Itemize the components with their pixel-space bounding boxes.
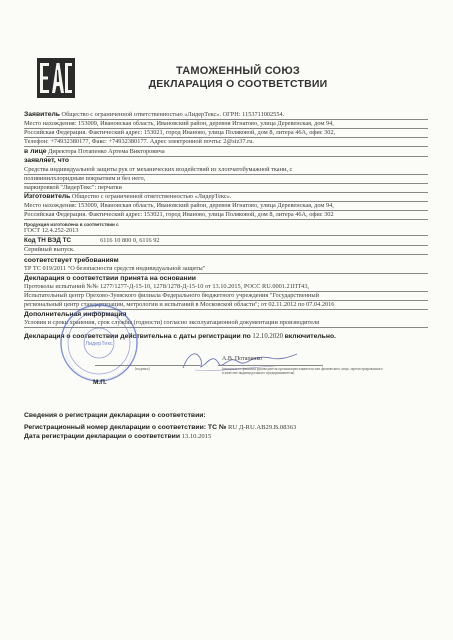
standard-value: ГОСТ 12.4.252-2013 <box>24 227 79 234</box>
basis-label-line <box>24 275 196 282</box>
product-line-3: маркировкой "ЛидерТекс": перчатки <box>24 184 122 191</box>
batch-line: Серийный выпуск. <box>24 246 75 253</box>
manufacturer-line-2: Место нахождения: 153009, Ивановская область, Ивановский район, деревня Игнатово, улица Деревенская, дом 94, <box>24 202 334 209</box>
manufacturer-line-1 <box>24 193 231 200</box>
applicant-line-4: Телефон: +74932380177, Факс: +74932380177. Адрес электронной почты: 2@siz37.ru. <box>24 138 254 145</box>
signer-caption-2: в качестве индивидуального предпринимателя) <box>222 371 295 375</box>
eac-logo <box>37 58 75 98</box>
person-value: Директора Потапенко Артема Викторовича <box>48 148 165 155</box>
product-line-1: Средства индивидуальной защиты рук от механических воздействий из хлопчатобумажной ткани, с <box>24 166 293 173</box>
applicant-line-1 <box>24 111 284 118</box>
product-line-2: поливинилхлоридным покрытием и без него, <box>24 175 146 182</box>
manufacturer-name: Общество с ограниченной ответственностью «ЛидерТекс». <box>71 193 232 200</box>
validity-date: 12.10.2020 <box>252 333 284 340</box>
stamp-place-label: М.П. <box>93 379 107 386</box>
registration-title-line <box>24 412 206 419</box>
requirements-value: ТР ТС 019/2011 "О безопасности средств индивидуальной защиты" <box>24 265 206 272</box>
person-line <box>24 148 165 155</box>
header-title-union: ТАМОЖЕННЫЙ СОЮЗ <box>176 65 300 77</box>
standard-label: Продукция изготовлена в соответствии с <box>24 222 119 227</box>
validity-label-after: включительно. <box>284 333 336 340</box>
manufacturer-label: Изготовитель <box>24 193 71 200</box>
requirements-label-line <box>24 257 119 264</box>
signer-caption-1: (инициалы и фамилия руководителя организации-заявителя или физического лица, зарегистрированного <box>222 367 383 371</box>
applicant-line-3: Российская Федерация. Фактический адрес: 153021, город Иваново, улица Поляковой, дом 8, литера 46А, офис 302, <box>24 129 336 136</box>
applicant-line-2: Место нахождения: 153009, Ивановская область, Ивановский район, деревня Игнатово, улица Деревенская, дом 94, <box>24 120 334 127</box>
tnved-value: 6116 10 800 0, 6116 92 <box>100 237 160 244</box>
manufacturer-line-3: Российская Федерация. Фактический адрес: 153021, город Иваново, улица Поляковой, дом 8, литера 46А, офис 302 <box>24 211 334 218</box>
applicant-name: Общество с ограниченной ответственностью «ЛидерТекс». ОГРН: 1153711002554. <box>61 111 285 118</box>
company-stamp <box>58 302 140 384</box>
validity-label-before: Декларация о соответствии действительна с даты регистрации по <box>24 333 251 340</box>
basis-line-3: региональный центр стандартизации, метрологии и испытаний в Московской области"; от 02.11.2012 по 07.04.2016 <box>24 301 335 308</box>
additional-label: Дополнительная информация <box>24 311 127 318</box>
basis-line-2: Испытательный центр Орехово-Зуевского филиала Федерального бюджетного учреждения "Государственный <box>24 292 319 299</box>
header-title-declaration: ДЕКЛАРАЦИЯ О СООТВЕТСТВИИ <box>148 78 328 90</box>
tnved-label: Код ТН ВЭД ТС <box>24 237 71 244</box>
registration-date-line <box>24 433 211 440</box>
document-header <box>88 65 388 90</box>
declares-line <box>24 157 69 164</box>
declares-label: заявляет, что <box>24 157 70 164</box>
registration-number-line <box>24 424 296 431</box>
basis-line-1: Протоколы испытаний №№ 1277/1277-Д-15-10, 1278/1278-Д-15-10 от 13.10.2015, РОСС RU.0001.21ПТ43, <box>24 283 310 290</box>
additional-value: Условия и сроки хранения, срок службы (годности) согласно эксплуатационной документации производителя <box>24 319 320 326</box>
basis-label: Декларация о соответствии принята на основании <box>24 275 196 282</box>
registration-number-value: RU Д-RU.АВ29.В.08363 <box>228 424 297 431</box>
registration-date-label: Дата регистрации декларации о соответствии <box>24 433 181 440</box>
person-label: в лице <box>24 148 47 155</box>
registration-date-value: 13.10.2015 <box>181 433 212 440</box>
signature-caption: (подпись) <box>135 367 150 371</box>
registration-number-label: Регистрационный номер декларации о соответствии: ТС № <box>24 424 227 431</box>
signer-name: А.В. Потапенко <box>222 356 263 362</box>
tnved-line <box>24 237 160 244</box>
stamp-text: ЛидерТекс <box>85 341 113 347</box>
applicant-label: Заявитель <box>24 111 60 118</box>
registration-title: Сведения о регистрации декларации о соответствии: <box>24 412 206 419</box>
requirements-label: соответствует требованиям <box>24 257 119 264</box>
